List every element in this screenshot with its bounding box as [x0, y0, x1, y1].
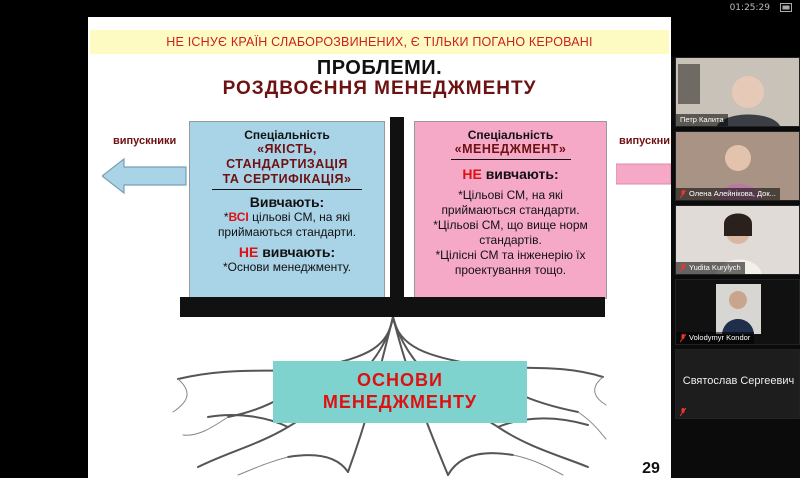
- left-spec-name-2: СТАНДАРТИЗАЦІЯ: [226, 157, 348, 171]
- right-line-4: стандартів.: [479, 233, 542, 247]
- left-study-heading: Вивчають:: [249, 194, 325, 210]
- management-basics-box: [273, 361, 527, 423]
- left-arrow-icon: [102, 157, 188, 195]
- presentation-slide: [88, 17, 671, 478]
- right-specialty-panel: [414, 121, 607, 299]
- mic-muted-icon: [680, 190, 686, 198]
- mic-muted-icon: [680, 334, 686, 342]
- right-line-2: приймаються стандарти.: [441, 203, 580, 217]
- scale-beam: [180, 297, 605, 317]
- left-not-study-line: *Основи менеджменту.: [222, 260, 352, 274]
- left-spec-name-1: «ЯКІСТЬ,: [257, 142, 317, 156]
- fullscreen-icon[interactable]: [780, 3, 792, 12]
- left-not-study-heading: НЕ вивчають:: [238, 244, 336, 260]
- right-line-6: проектування тощо.: [454, 263, 567, 277]
- slide-banner: НЕ ІСНУЄ КРАЇН СЛАБОРОЗВИНЕНИХ, Є ТІЛЬКИ ПОГАНО КЕРОВАНІ: [90, 30, 669, 54]
- mic-muted-icon: [680, 264, 686, 272]
- basis-line-2: МЕНЕДЖМЕНТУ: [322, 392, 478, 412]
- right-line-1: *Цільові СМ, на які: [458, 188, 563, 202]
- participants-strip[interactable]: [671, 57, 800, 478]
- left-study-line-2: приймаються стандарти.: [217, 225, 357, 239]
- right-spec-underline: [451, 159, 571, 160]
- left-spec-label: Спеціальність: [244, 128, 330, 142]
- left-arrow-label: випускники: [113, 135, 177, 147]
- participant-name: Петр Калита: [676, 114, 728, 126]
- right-spec-label: Спеціальність: [467, 128, 554, 142]
- left-spec-underline: [212, 189, 362, 190]
- right-arrow-label: випускни: [619, 135, 671, 147]
- participant-tile[interactable]: [675, 205, 800, 275]
- right-arrow-icon: [616, 154, 671, 194]
- slide-page-number: 29: [631, 458, 671, 478]
- scale-pole: [390, 117, 404, 317]
- right-not-study-heading: НЕ вивчають:: [462, 166, 559, 182]
- participant-name-center: Святослав Сергеевич: [682, 375, 795, 387]
- participant-name: Yudita Kurylych: [676, 262, 745, 274]
- participant-tile[interactable]: [675, 349, 800, 419]
- basis-line-1: ОСНОВИ: [357, 370, 443, 390]
- right-line-5: *Цілісні СМ та інженерію їх: [435, 248, 586, 262]
- participant-name: Олена Алейнікова, Док...: [676, 188, 780, 200]
- participant-mic-status: [676, 406, 690, 418]
- mic-muted-icon: [680, 408, 686, 416]
- clock-readout: 01:25:29: [729, 3, 770, 13]
- participant-tile[interactable]: [675, 279, 800, 345]
- left-specialty-panel: [189, 121, 385, 299]
- right-spec-name: «МЕНЕДЖМЕНТ»: [454, 142, 567, 156]
- right-line-3: *Цільові СМ, що вище норм: [433, 218, 588, 232]
- left-study-line-1: *ВСІ цільові СМ, на які: [223, 210, 351, 224]
- slide-subtitle: РОЗДВОЄННЯ МЕНЕДЖМЕНТУ: [222, 78, 537, 99]
- participant-tile[interactable]: [675, 131, 800, 201]
- participant-name: Volodymyr Kondor: [676, 332, 754, 344]
- slide-title: ПРОБЛЕМИ.: [316, 57, 443, 79]
- left-spec-name-3: ТА СЕРТИФІКАЦІЯ»: [222, 172, 352, 186]
- participant-tile[interactable]: [675, 57, 800, 127]
